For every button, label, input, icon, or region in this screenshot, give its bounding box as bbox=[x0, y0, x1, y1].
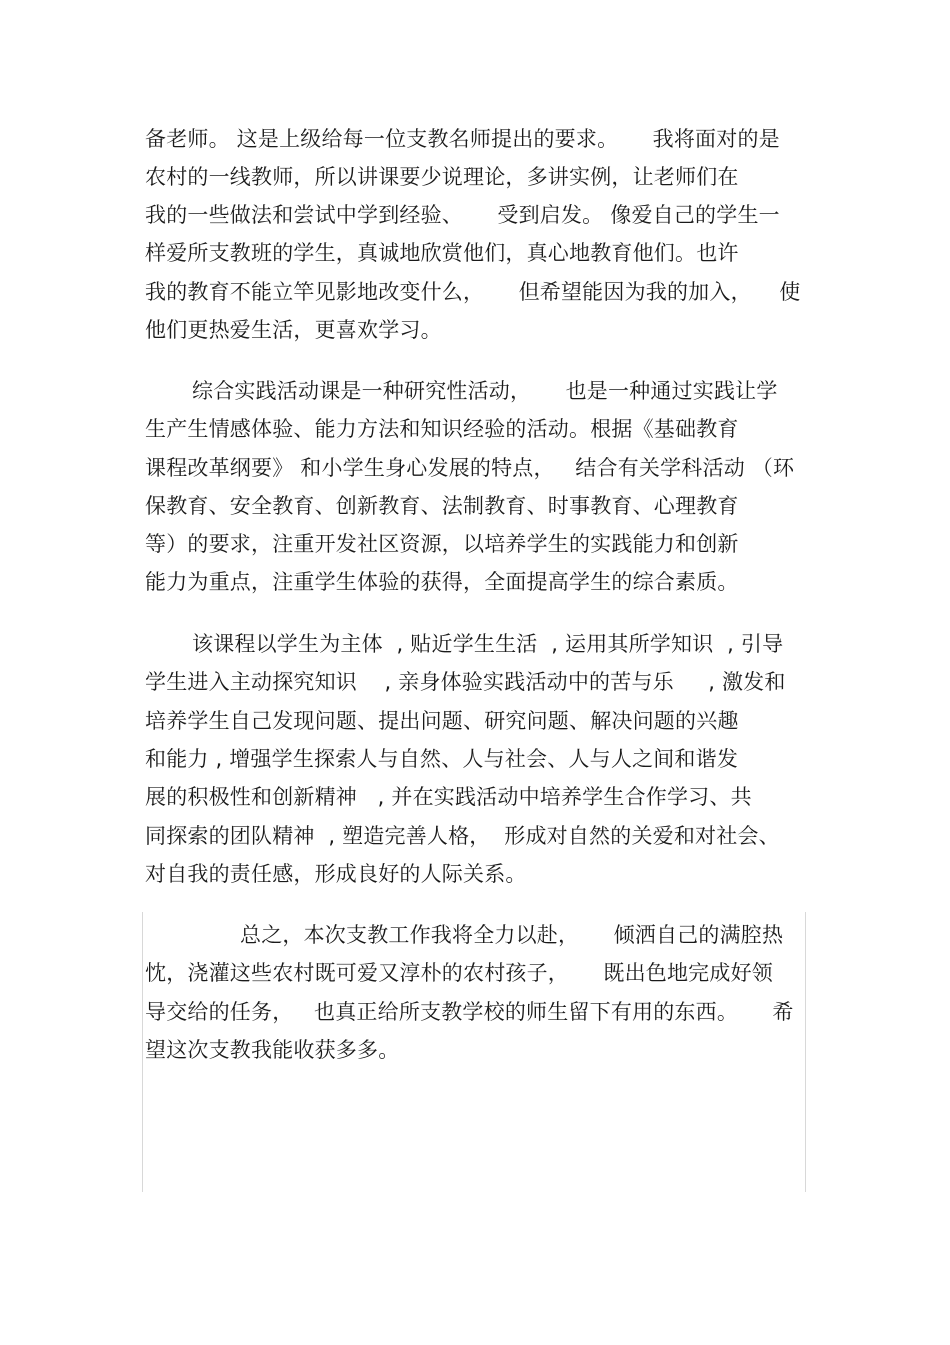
paragraph-line: 忱，浇灌这些农村既可爱又淳朴的农村孩子， 既出色地完成好领 bbox=[145, 961, 773, 985]
paragraph-line: 望这次支教我能收获多多。 bbox=[145, 1038, 400, 1062]
paragraph-line: 等）的要求，注重开发社区资源，以培养学生的实践能力和创新 bbox=[145, 532, 739, 556]
paragraph-line: 农村的一线教师，所以讲课要少说理论，多讲实例，让老师们在 bbox=[145, 165, 739, 189]
paragraph-line: 备老师。 这是上级给每一位支教名师提出的要求。 我将面对的是 bbox=[145, 127, 780, 151]
paragraph-line: 能力为重点，注重学生体验的获得，全面提高学生的综合素质。 bbox=[145, 570, 739, 594]
paragraph-line: 我的一些做法和尝试中学到经验、 受到启发。 像爱自己的学生一 bbox=[145, 203, 780, 227]
paragraph-line: 综合实践活动课是一种研究性活动， 也是一种通过实践让学 bbox=[192, 379, 778, 403]
paragraph-line: 保教育、安全教育、创新教育、法制教育、时事教育、心理教育 bbox=[145, 494, 739, 518]
paragraph-line: 生产生情感体验、能力方法和知识经验的活动。根据《基础教育 bbox=[145, 417, 739, 441]
paragraph-line: 他们更热爱生活，更喜欢学习。 bbox=[145, 318, 442, 342]
paragraph-line: 样爱所支教班的学生，真诚地欣赏他们，真心地教育他们。也许 bbox=[145, 241, 739, 265]
paragraph-line: 对自我的责任感，形成良好的人际关系。 bbox=[145, 862, 527, 886]
paragraph-line: 学生进入主动探究知识 , 亲身体验实践活动中的苦与乐 , 激发和 bbox=[145, 670, 786, 694]
paragraph-line: 总之，本次支教工作我将全力以赴， 倾洒自己的满腔热 bbox=[240, 923, 784, 947]
paragraph-line: 我的教育不能立竿见影地改变什么， 但希望能因为我的加入， 使 bbox=[145, 280, 801, 304]
paragraph-line: 同探索的团队精神 , 塑造完善人格， 形成对自然的关爱和对社会、 bbox=[145, 824, 780, 848]
paragraph-line: 培养学生自己发现问题、提出问题、研究问题、解决问题的兴趣 bbox=[145, 709, 739, 733]
paragraph-line: 课程改革纲要》 和小学生身心发展的特点， 结合有关学科活动 （环 bbox=[145, 456, 795, 480]
paragraph-line: 展的积极性和创新精神 , 并在实践活动中培养学生合作学习、共 bbox=[145, 785, 752, 809]
paragraph-line: 该课程以学生为主体 , 贴近学生生活 , 运用其所学知识 , 引导 bbox=[192, 632, 784, 656]
paragraph-line: 导交给的任务， 也真正给所支教学校的师生留下有用的东西。 希 bbox=[145, 1000, 794, 1024]
paragraph-line: 和能力 , 增强学生探索人与自然、人与社会、人与人之间和谐发 bbox=[145, 747, 739, 771]
